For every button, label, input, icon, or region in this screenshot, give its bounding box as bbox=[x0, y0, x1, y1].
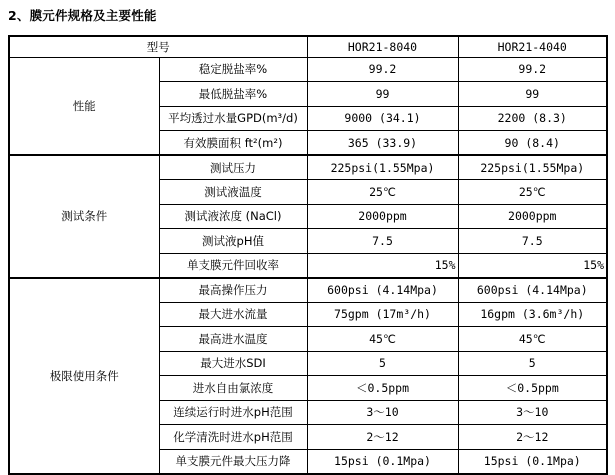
param-cell: 化学清洗时进水pH范围 bbox=[159, 425, 307, 450]
value-cell-model-b: 90 (8.4) bbox=[458, 131, 607, 156]
param-cell: 单支膜元件回收率 bbox=[159, 253, 307, 278]
value-cell-model-a: 99.2 bbox=[307, 57, 458, 82]
value-cell-model-a: 225psi(1.55Mpa) bbox=[307, 155, 458, 180]
value-cell-model-a: 5 bbox=[307, 351, 458, 376]
value-cell-model-a: 15% bbox=[307, 253, 458, 278]
group-label-cell: 性能 bbox=[9, 57, 159, 155]
value-cell-model-b: 2000ppm bbox=[458, 204, 607, 229]
value-cell-model-b: 3～10 bbox=[458, 400, 607, 425]
param-cell: 最低脱盐率% bbox=[159, 82, 307, 107]
value-cell-model-a: 9000 (34.1) bbox=[307, 106, 458, 131]
value-cell-model-b: 99.2 bbox=[458, 57, 607, 82]
param-cell: 进水自由氯浓度 bbox=[159, 376, 307, 401]
value-cell-model-b: 2～12 bbox=[458, 425, 607, 450]
param-cell: 稳定脱盐率% bbox=[159, 57, 307, 82]
param-cell: 连续运行时进水pH范围 bbox=[159, 400, 307, 425]
param-cell: 最高进水温度 bbox=[159, 327, 307, 352]
param-cell: 测试液浓度 (NaCl) bbox=[159, 204, 307, 229]
value-cell-model-b: 25℃ bbox=[458, 180, 607, 205]
section-heading: 2、膜元件规格及主要性能 bbox=[8, 8, 157, 23]
model-label-cell: 型号 bbox=[9, 36, 307, 57]
table-row bbox=[9, 278, 607, 303]
table-row bbox=[9, 57, 607, 82]
value-cell-model-a: 3～10 bbox=[307, 400, 458, 425]
spec-table bbox=[8, 35, 608, 475]
value-cell-model-a: 7.5 bbox=[307, 229, 458, 254]
table-row bbox=[9, 155, 607, 180]
value-cell-model-b: 15% bbox=[458, 253, 607, 278]
value-cell-model-a: 25℃ bbox=[307, 180, 458, 205]
param-cell: 测试液温度 bbox=[159, 180, 307, 205]
value-cell-model-b: 600psi (4.14Mpa) bbox=[458, 278, 607, 303]
value-cell-model-a: 2000ppm bbox=[307, 204, 458, 229]
value-cell-model-a: 365 (33.9) bbox=[307, 131, 458, 156]
value-cell-model-b: 15psi (0.1Mpa) bbox=[458, 449, 607, 474]
param-cell: 平均透过水量GPD(m³/d) bbox=[159, 106, 307, 131]
param-cell: 最高操作压力 bbox=[159, 278, 307, 303]
param-cell: 单支膜元件最大压力降 bbox=[159, 449, 307, 474]
model-b-header: HOR21-4040 bbox=[458, 36, 607, 57]
value-cell-model-a: 99 bbox=[307, 82, 458, 107]
value-cell-model-b: 2200 (8.3) bbox=[458, 106, 607, 131]
value-cell-model-b: 225psi(1.55Mpa) bbox=[458, 155, 607, 180]
param-cell: 最大进水SDI bbox=[159, 351, 307, 376]
value-cell-model-a: ＜0.5ppm bbox=[307, 376, 458, 401]
param-cell: 有效膜面积 ft²(m²) bbox=[159, 131, 307, 156]
value-cell-model-b: 7.5 bbox=[458, 229, 607, 254]
param-cell: 测试液pH值 bbox=[159, 229, 307, 254]
value-cell-model-a: 2～12 bbox=[307, 425, 458, 450]
value-cell-model-b: 5 bbox=[458, 351, 607, 376]
value-cell-model-a: 75gpm (17m³/h) bbox=[307, 302, 458, 327]
group-label-cell: 极限使用条件 bbox=[9, 278, 159, 474]
model-a-header: HOR21-8040 bbox=[307, 36, 458, 57]
group-label-cell: 测试条件 bbox=[9, 155, 159, 278]
header-row bbox=[9, 36, 607, 57]
value-cell-model-b: 45℃ bbox=[458, 327, 607, 352]
value-cell-model-a: 45℃ bbox=[307, 327, 458, 352]
param-cell: 最大进水流量 bbox=[159, 302, 307, 327]
param-cell: 测试压力 bbox=[159, 155, 307, 180]
value-cell-model-b: 16gpm (3.6m³/h) bbox=[458, 302, 607, 327]
value-cell-model-b: 99 bbox=[458, 82, 607, 107]
value-cell-model-a: 15psi (0.1Mpa) bbox=[307, 449, 458, 474]
value-cell-model-a: 600psi (4.14Mpa) bbox=[307, 278, 458, 303]
value-cell-model-b: ＜0.5ppm bbox=[458, 376, 607, 401]
